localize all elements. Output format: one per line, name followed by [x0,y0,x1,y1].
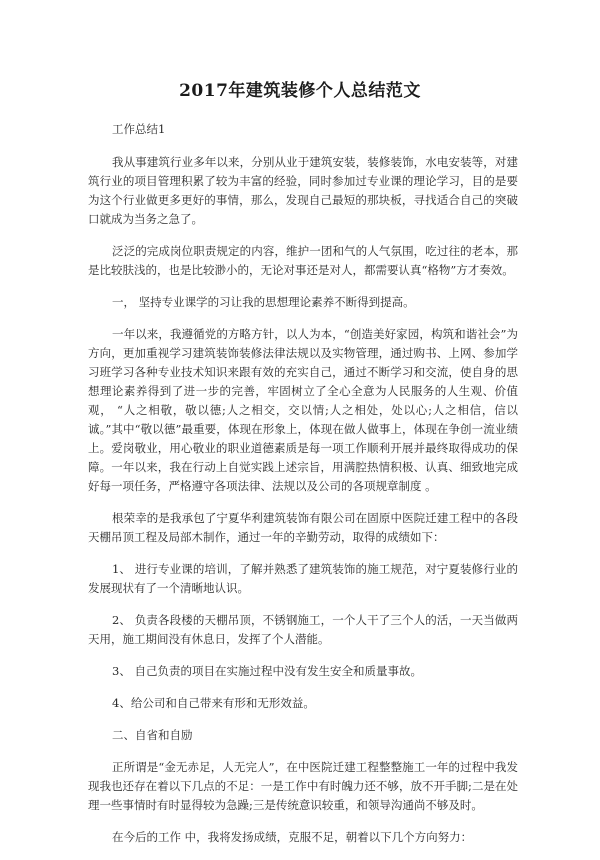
section-heading: 一， 坚持专业课学的习让我的思想理论素养不断得到提高。 [112,295,415,309]
section-label: 工作总结1 [112,122,166,136]
list-item: 3、 自己负责的项目在实施过程中没有发生安全和质量事故。 [112,664,422,678]
section-heading: 二、自省和自励 [112,728,193,742]
paragraph: 正所谓是“金无赤足，人无完人”，在中医院迁建工程整整施工一年的过程中我发现我也还存在着以下几点的不足：一是工作中有时魄力还不够，放不开手脚;二是在处理一些事情时有时显得较为急躁;三是传统意识较重，和领导沟通尚不够及时。 [88,760,518,812]
paragraph: 在今后的工作 中，我将发扬成绩，克服不足，朝着以下几个方向努力： [112,830,473,844]
paragraph: 我从事建筑行业多年以来，分别从业于建筑安装，装修装饰，水电安装等，对建筑行业的项目管理积累了较为丰富的经验，同时参加过专业课的理论学习，目的是要为这个行业做更多更好的事情，那么，发现自己最短的那块板，寻找适合自己的突破口就成为当务之急了。 [88,155,518,226]
paragraph: 根荣幸的是我承包了宁夏华利建筑装饰有限公司在固原中医院迁建工程中的各段天棚吊顶工程及局部木制作，通过一年的辛勤劳动，取得的成绩如下： [88,511,518,544]
document-title: 2017年建筑装修个人总结范文 [179,81,421,101]
paragraph: 泛泛的完成岗位职责规定的内容，维护一团和气的人气氛围，吃过往的老本，那是比较肤浅的，也是比较渺小的，无论对事还是对人，都需要认真“格物”方才奏效。 [88,244,518,277]
list-item: 2、 负责各段楼的天棚吊顶，不锈钢施工，一个人干了三个人的活，一天当做两天用，施工期间没有休息日，发挥了个人潜能。 [88,613,518,646]
document-body [88,120,518,860]
list-item: 4、给公司和自己带来有形和无形效益。 [112,696,315,710]
list-item: 1、 进行专业课的培训，了解并熟悉了建筑装饰的施工规范，对宁夏装修行业的发展现状有了一个清晰地认识。 [88,562,518,595]
paragraph: 一年以来，我遵循党的方略方针，以人为本，“创造美好家园，构筑和谐社会”为方向，更加重视学习建筑装饰装修法律法规以及实物管理，通过购书、上网、参加学习班学习各种专业技术知识来跟有效的充实自己，通过不断学习和交流，使自身的思想理论素养得到了进一步的完善，牢固树立了全心全意为人民服务的人生观、价值观， “人之相敬，敬以德;人之相交，交以情;人之相处，处以心;人之相信，信以诚。”其中“敬以德”最重要，体现在形象上，体现在做人做事上，体现在争创一流业绩上。爱岗敬业，用心敬业的职业道德素质是每一项工作顺利开展并最终取得成功的保障。一年以来，我在行动上自觉实践上述宗旨，用满腔热情积极、认真、细致地完成好每一项任务，严格遵守各项法律、法规以及公司的各项规章制度 。 [88,327,518,493]
